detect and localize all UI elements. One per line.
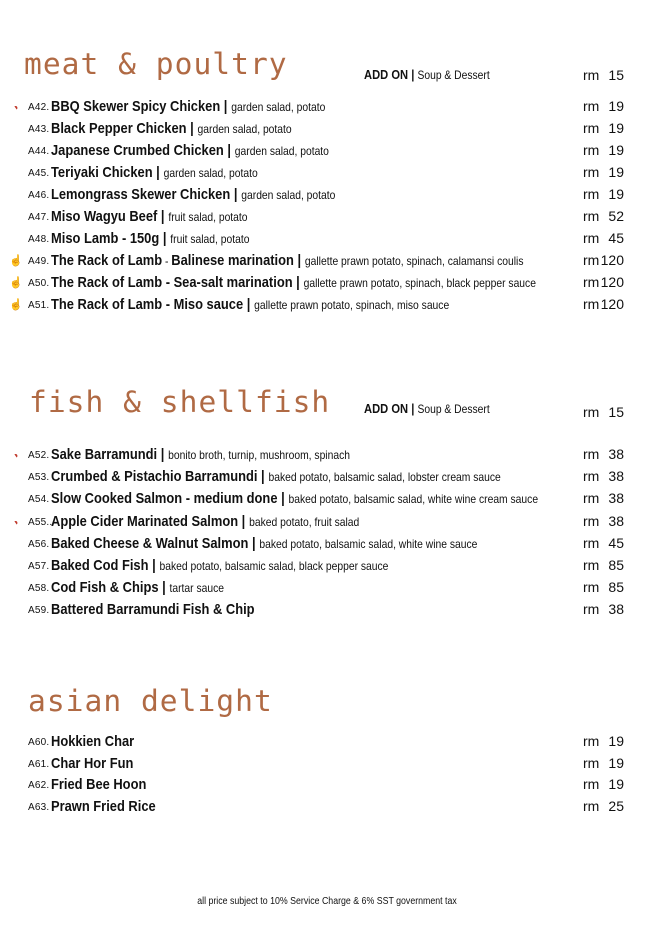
item-code: A54. xyxy=(28,494,50,506)
item-text xyxy=(51,557,388,575)
item-name: Miso Lamb - 150g | xyxy=(51,230,167,247)
item-description: baked potato, balsamic salad, black pepper sauce xyxy=(159,559,389,573)
item-name: Fried Bee Hoon xyxy=(51,776,147,793)
item-name: Cod Fish & Chips | xyxy=(51,579,166,597)
item-text xyxy=(51,733,134,751)
item-text xyxy=(51,274,536,292)
item-description: gallette prawn potato, spinach, black pepper sauce xyxy=(303,276,536,290)
item-name: Prawn Fried Rice xyxy=(51,797,156,815)
item-text xyxy=(51,208,248,226)
item-description: bonito broth, turnip, mushroom, spinach xyxy=(168,448,350,462)
item-price: 52 xyxy=(608,208,624,224)
item-currency: rm xyxy=(583,252,600,268)
chili-icon: ◗ xyxy=(10,515,22,528)
item-price: 19 xyxy=(608,186,624,202)
item-description: baked potato, balsamic salad, white wine cream sauce xyxy=(288,492,539,507)
item-currency: rm xyxy=(583,754,600,771)
item-price: 85 xyxy=(608,579,624,596)
item-text xyxy=(51,776,146,794)
item-separator: - xyxy=(162,254,172,268)
chili-icon: ◗ xyxy=(10,449,22,461)
item-code: A58. xyxy=(28,583,50,595)
item-text xyxy=(51,98,325,116)
thumbs-up-icon: ☝ xyxy=(9,277,23,289)
item-description: gallette prawn potato, spinach, calamansi coulis xyxy=(304,254,524,268)
item-description: fruit salad, potato xyxy=(168,210,248,224)
item-currency: rm xyxy=(583,186,600,202)
menu-item xyxy=(0,755,654,775)
menu-item xyxy=(0,120,654,140)
item-description: fruit salad, potato xyxy=(170,232,250,246)
item-code: A48. xyxy=(28,234,50,245)
menu-item xyxy=(0,601,654,621)
item-currency: rm xyxy=(583,557,600,573)
item-description: garden salad, potato xyxy=(234,144,329,158)
item-code: A47. xyxy=(28,212,50,223)
menu-item xyxy=(0,296,654,316)
item-price: 120 xyxy=(600,274,624,290)
item-text xyxy=(51,601,255,619)
item-currency: rm xyxy=(583,534,600,551)
item-name: The Rack of Lamb - Sea-salt marination | xyxy=(51,274,300,291)
item-name: Baked Cod Fish | xyxy=(51,557,156,574)
item-description: garden salad, potato xyxy=(197,122,292,136)
item-code: A55.. xyxy=(28,516,53,528)
section-title: meat & poultry xyxy=(24,47,288,81)
item-currency: rm xyxy=(583,776,600,792)
thumbs-up-icon: ☝ xyxy=(9,299,23,311)
item-description: baked potato, balsamic salad, lobster cream sauce xyxy=(268,470,501,485)
item-name: Battered Barramundi Fish & Chip xyxy=(51,601,255,619)
item-price: 38 xyxy=(608,490,624,507)
menu-item xyxy=(0,208,654,228)
item-code: A52. xyxy=(28,450,50,461)
item-name-part: Balinese marination | xyxy=(171,252,302,269)
item-price: 38 xyxy=(608,512,624,529)
item-currency: rm xyxy=(583,164,600,180)
addon-label: ADD ON | Soup & Dessert xyxy=(364,67,490,82)
item-text xyxy=(51,446,350,464)
item-description: gallette prawn potato, spinach, miso sauce xyxy=(254,298,450,312)
item-currency: rm xyxy=(583,733,600,749)
item-price: 19 xyxy=(608,120,624,136)
item-currency: rm xyxy=(583,296,600,312)
item-code: A57. xyxy=(28,561,50,572)
item-code: A62. xyxy=(28,780,50,791)
menu-item xyxy=(0,274,654,294)
menu-item xyxy=(0,446,654,466)
item-text xyxy=(51,296,449,314)
item-code: A53. xyxy=(28,472,50,484)
item-text xyxy=(51,513,359,531)
menu-item xyxy=(0,490,654,510)
item-code: A59. xyxy=(28,605,50,617)
item-text xyxy=(51,490,538,508)
menu-item xyxy=(0,230,654,250)
thumbs-up-icon: ☝ xyxy=(9,255,23,267)
menu-item xyxy=(0,733,654,753)
item-price: 19 xyxy=(608,776,624,792)
item-text xyxy=(51,186,335,204)
item-name: Hokkien Char xyxy=(51,733,135,750)
addon-currency: rm xyxy=(583,404,600,420)
item-currency: rm xyxy=(583,490,600,507)
item-name: The Rack of Lamb xyxy=(51,252,163,269)
item-code: A50. xyxy=(28,278,50,289)
item-name: Japanese Crumbed Chicken | xyxy=(51,142,231,159)
chili-icon: ◗ xyxy=(10,101,22,113)
item-price: 45 xyxy=(608,230,624,246)
item-text xyxy=(51,230,249,248)
item-description: tartar sauce xyxy=(169,581,225,596)
item-description: garden salad, potato xyxy=(231,100,326,114)
menu-item xyxy=(0,98,654,118)
menu-item xyxy=(0,535,654,555)
item-price: 19 xyxy=(608,98,624,114)
item-price: 45 xyxy=(608,534,624,551)
item-price: 25 xyxy=(608,797,624,814)
item-name: Sake Barramundi | xyxy=(51,446,165,463)
item-price: 19 xyxy=(608,754,624,771)
item-text xyxy=(51,120,292,138)
item-currency: rm xyxy=(583,468,600,485)
section-title: asian delight xyxy=(28,684,273,718)
item-description: baked potato, balsamic salad, white wine sauce xyxy=(259,536,478,551)
item-text xyxy=(51,468,501,486)
footer-note: all price subject to 10% Service Charge & 6% SST government tax xyxy=(197,896,457,907)
item-currency: rm xyxy=(583,208,600,224)
item-name: Apple Cider Marinated Salmon | xyxy=(51,512,246,530)
item-name: Slow Cooked Salmon - medium done | xyxy=(51,490,285,508)
item-price: 19 xyxy=(608,142,624,158)
item-currency: rm xyxy=(583,142,600,158)
item-price: 120 xyxy=(600,252,624,268)
item-name: Crumbed & Pistachio Barramundi | xyxy=(51,468,265,486)
addon-label: ADD ON | Soup & Dessert xyxy=(364,401,490,416)
item-currency: rm xyxy=(583,230,600,246)
item-price: 38 xyxy=(608,601,624,618)
item-code: A60. xyxy=(28,737,50,748)
menu-item xyxy=(0,252,654,272)
item-currency: rm xyxy=(583,98,600,114)
item-code: A43. xyxy=(28,124,50,135)
item-name: Char Hor Fun xyxy=(51,754,134,772)
item-text xyxy=(51,535,477,553)
item-code: A51. xyxy=(28,300,50,311)
item-name: Miso Wagyu Beef | xyxy=(51,208,165,225)
item-currency: rm xyxy=(583,120,600,136)
item-text xyxy=(51,252,523,270)
item-currency: rm xyxy=(583,797,600,814)
item-price: 19 xyxy=(608,733,624,749)
item-description: baked potato, fruit salad xyxy=(249,514,360,529)
item-code: A63. xyxy=(28,801,50,813)
menu-item xyxy=(0,776,654,796)
item-name: The Rack of Lamb - Miso sauce | xyxy=(51,296,251,313)
item-price: 120 xyxy=(600,296,624,312)
item-name: Baked Cheese & Walnut Salmon | xyxy=(51,534,256,552)
item-currency: rm xyxy=(583,512,600,529)
addon-price: 15 xyxy=(608,404,624,420)
item-code: A44. xyxy=(28,146,50,157)
item-price: 85 xyxy=(608,557,624,573)
item-description: garden salad, potato xyxy=(163,166,258,180)
menu-item xyxy=(0,798,654,818)
item-code: A46. xyxy=(28,190,50,201)
item-name: Teriyaki Chicken | xyxy=(51,164,160,181)
item-code: A49. xyxy=(28,256,50,267)
item-currency: rm xyxy=(583,446,600,462)
item-text xyxy=(51,755,133,773)
menu-item xyxy=(0,557,654,577)
item-code: A56. xyxy=(28,538,50,550)
menu-item xyxy=(0,468,654,488)
menu-item xyxy=(0,186,654,206)
menu-item xyxy=(0,513,654,533)
item-code: A45. xyxy=(28,168,50,179)
item-description: garden salad, potato xyxy=(241,188,336,202)
item-text xyxy=(51,579,224,597)
section-title: fish & shellfish xyxy=(29,385,331,419)
item-code: A42. xyxy=(28,102,50,113)
item-currency: rm xyxy=(583,274,600,290)
item-code: A61. xyxy=(28,758,50,770)
menu-item xyxy=(0,164,654,184)
item-name: BBQ Skewer Spicy Chicken | xyxy=(51,98,228,115)
item-text xyxy=(51,798,156,816)
item-price: 38 xyxy=(608,446,624,462)
item-price: 19 xyxy=(608,164,624,180)
addon-currency: rm xyxy=(583,67,600,83)
item-currency: rm xyxy=(583,601,600,618)
menu-item xyxy=(0,142,654,162)
addon-price: 15 xyxy=(608,67,624,83)
item-price: 38 xyxy=(608,468,624,485)
item-name: Lemongrass Skewer Chicken | xyxy=(51,186,238,203)
item-currency: rm xyxy=(583,579,600,596)
item-text xyxy=(51,142,329,160)
menu-item xyxy=(0,579,654,599)
item-name: Black Pepper Chicken | xyxy=(51,120,194,137)
item-text xyxy=(51,164,258,182)
